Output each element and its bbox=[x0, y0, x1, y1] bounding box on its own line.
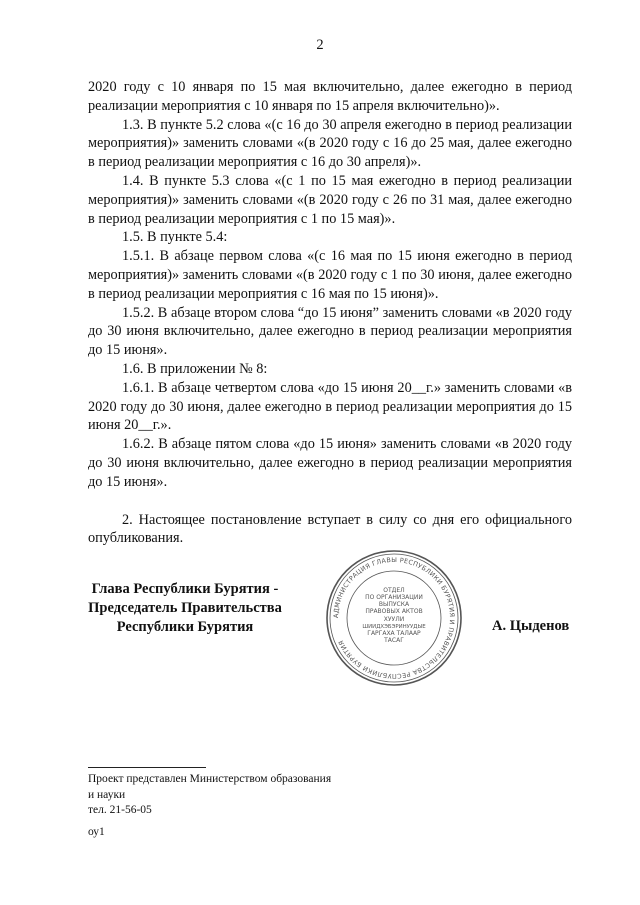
stamp-inner-line: ПО ОРГАНИЗАЦИИ bbox=[365, 594, 423, 601]
signer-title-line: Республики Бурятия bbox=[116, 619, 254, 635]
footnote bbox=[88, 772, 408, 819]
paragraph-1-5-1: 1.5.1. В абзаце первом слова «(с 16 мая по 15 июня ежегодно в период мероприятия)» заменить словами «(в 2020 году с 1 по 30 июня, далее ежегодно в период реализации мероприятия с 16 мая по 15 июня)». bbox=[88, 248, 572, 302]
official-stamp bbox=[324, 548, 464, 688]
paragraph-1-5: 1.5. В пункте 5.4: bbox=[122, 229, 228, 246]
paragraph-continuation: 2020 году с 10 января по 15 мая включительно, далее ежегодно в период реализации мероприятия с 10 января по 15 апреля включительно)». bbox=[88, 79, 572, 114]
paragraph-1-3: 1.3. В пункте 5.2 слова «(с 16 до 30 апреля ежегодно в период реализации мероприятия)» заменить словами «(в 2020 году с 16 до 25 мая, далее ежегодно в период реализации мероприятия с 16 до 30 апреля)». bbox=[88, 116, 572, 171]
signer-title-line: Председатель Правительства bbox=[88, 600, 282, 616]
stamp-inner-line: ОТДЕЛ bbox=[383, 587, 405, 594]
stamp-ring-textpath: АДМИНИСТРАЦИЯ ГЛАВЫ РЕСПУБЛИКИ БУРЯТИЯ И ПРАВИТЕЛЬСТВА РЕСПУБЛИКИ БУРЯТИЯ bbox=[331, 555, 457, 681]
stamp-inner-line: ТАСАГ bbox=[384, 637, 404, 644]
paragraph-1-4: 1.4. В пункте 5.3 слова «(с 1 по 15 мая ежегодно в период реализации мероприятия)» заменить словами «(в 2020 году с 26 по 31 мая, далее ежегодно в период реализации мероприятия с 1 по 15 мая)». bbox=[88, 172, 572, 227]
stamp-inner-line: ХУУЛИ bbox=[383, 616, 405, 623]
footnote-line: Проект представлен Министерством образования bbox=[88, 773, 332, 785]
paragraph-1-6: 1.6. В приложении № 8: bbox=[122, 360, 268, 377]
document-code: оу1 bbox=[88, 826, 105, 838]
stamp-inner-line: ПРАВОВЫХ АКТОВ bbox=[365, 608, 423, 615]
paragraph-1-5-2: 1.5.2. В абзаце втором слова “до 15 июня” заменить словами «в 2020 году до 30 июня включительно, далее ежегодно в период реализации мероприятия до 15 июня». bbox=[88, 304, 572, 359]
document-body bbox=[88, 78, 572, 548]
stamp-inner-line: ШИИДХЭБЭРИНУУДЫЕ bbox=[362, 624, 426, 630]
stamp-inner-line: ГАРГАХА ТАЛААР bbox=[367, 630, 421, 637]
page-number: 2 bbox=[316, 37, 324, 53]
signer-name: А. Цыденов bbox=[492, 618, 570, 634]
paragraph-1-6-2: 1.6.2. В абзаце пятом слова «до 15 июня» заменить словами «в 2020 году до 30 июня включительно, далее ежегодно в период реализации мероприятия до 15 июня». bbox=[88, 436, 572, 490]
signer-title bbox=[78, 580, 292, 637]
footnote-line: и науки bbox=[88, 788, 126, 801]
paragraph-2: 2. Настоящее постановление вступает в силу со дня его официального опубликования. bbox=[88, 511, 572, 547]
paragraph-1-6-1: 1.6.1. В абзаце четвертом слова «до 15 июня 20__г.» заменить словами «в 2020 году до 30 июня, далее ежегодно в период реализации мероприятия до 15 июня 20__г.». bbox=[88, 379, 572, 434]
stamp-inner-line: ВЫПУСКА bbox=[378, 601, 410, 608]
signer-title-line: Глава Республики Бурятия - bbox=[91, 581, 279, 597]
footnote-divider bbox=[88, 767, 206, 768]
footnote-line: тел. 21-56-05 bbox=[88, 804, 152, 816]
